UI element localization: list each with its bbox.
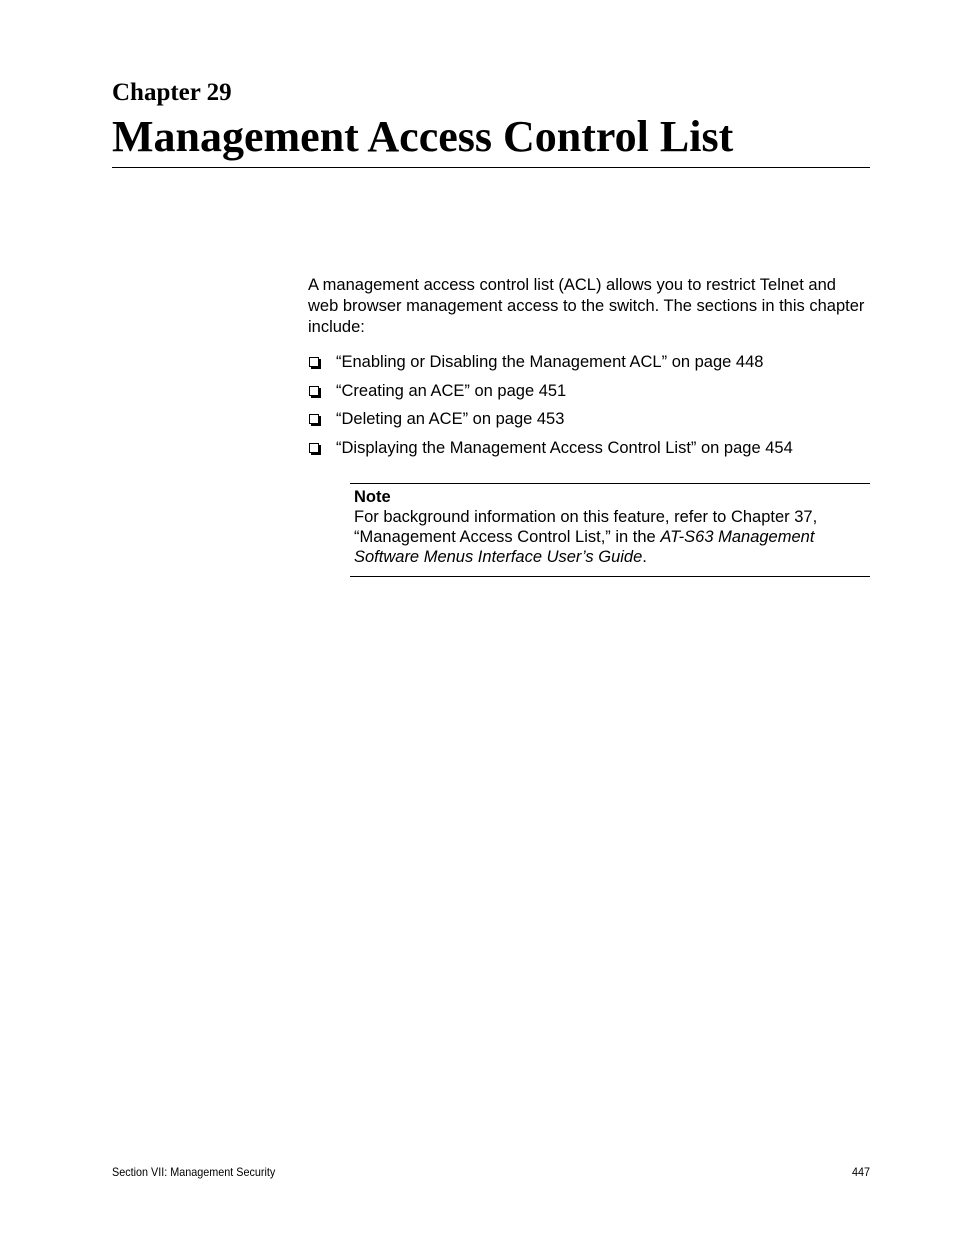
note-body <box>354 507 870 567</box>
intro-paragraph: A management access control list (ACL) allows you to restrict Telnet and web browser management access to the switch. The sections in this chapter include: <box>308 276 865 336</box>
section-link[interactable]: “Creating an ACE” on page 451 <box>336 381 567 400</box>
chapter-title: Management Access Control List <box>112 112 734 161</box>
section-link[interactable]: “Deleting an ACE” on page 453 <box>336 410 565 428</box>
section-list <box>308 352 868 466</box>
list-item <box>308 409 868 438</box>
note-text-end: . <box>642 548 647 566</box>
list-item <box>308 438 868 467</box>
footer-section: Section VII: Management Security <box>112 1165 276 1179</box>
note-box <box>350 483 870 577</box>
title-divider <box>112 167 870 168</box>
checkbox-bullet-icon <box>309 443 319 453</box>
section-link[interactable]: “Enabling or Disabling the Management ACL” on page 448 <box>336 353 764 371</box>
list-item <box>308 352 868 381</box>
list-item <box>308 381 868 410</box>
guide-title: AT-S63 Management Software Menus Interface User’s Guide <box>354 528 815 566</box>
chapter-label: Chapter 29 <box>112 79 232 106</box>
section-link[interactable]: “Displaying the Management Access Control List” on page 454 <box>336 438 793 457</box>
note-heading: Note <box>354 488 391 506</box>
checkbox-bullet-icon <box>309 414 319 424</box>
checkbox-bullet-icon <box>309 357 319 367</box>
footer-page-number: 447 <box>851 1165 870 1179</box>
checkbox-bullet-icon <box>309 386 319 396</box>
note-text: For background information on this feature, refer to Chapter 37, “Management Access Control List,” in the <box>354 508 818 546</box>
